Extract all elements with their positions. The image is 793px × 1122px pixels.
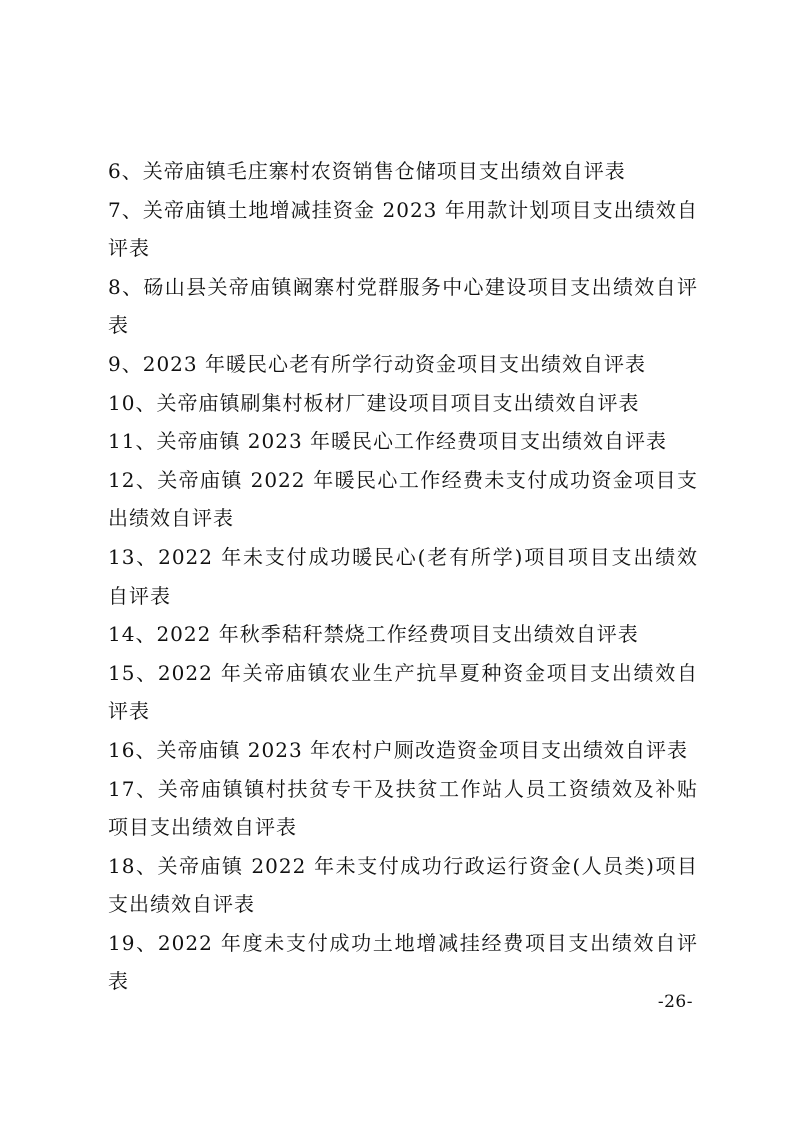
list-item: 13、2022 年未支付成功暖民心(老有所学)项目项目支出绩效自评表 [108,544,698,608]
page-number: -26- [657,992,693,1012]
list-item: 15、2022 年关帝庙镇农业生产抗旱夏种资金项目支出绩效自评表 [108,660,698,724]
list-item: 11、关帝庙镇 2023 年暖民心工作经费项目支出绩效自评表 [108,429,668,454]
list-item: 14、2022 年秋季秸秆禁烧工作经费项目支出绩效自评表 [108,622,639,647]
list-item: 19、2022 年度未支付成功土地增减挂经费项目支出绩效自评表 [108,930,698,994]
list-item: 18、关帝庙镇 2022 年未支付成功行政运行资金(人员类)项目支出绩效自评表 [108,853,698,917]
list-item: 16、关帝庙镇 2023 年农村户厕改造资金项目支出绩效自评表 [108,737,689,762]
list-item: 12、关帝庙镇 2022 年暖民心工作经费未支付成功资金项目支出绩效自评表 [108,467,698,531]
document-item-list [108,152,698,1001]
list-item: 8、砀山县关帝庙镇阚寨村党群服务中心建设项目支出绩效自评表 [108,274,698,338]
list-item: 17、关帝庙镇镇村扶贫专干及扶贫工作站人员工资绩效及补贴项目支出绩效自评表 [108,776,698,840]
list-item: 9、2023 年暖民心老有所学行动资金项目支出绩效自评表 [108,351,646,376]
list-item: 7、关帝庙镇土地增减挂资金 2023 年用款计划项目支出绩效自评表 [108,197,698,261]
list-item: 10、关帝庙镇刷集村板材厂建设项目项目支出绩效自评表 [108,390,640,415]
list-item: 6、关帝庙镇毛庄寨村农资销售仓储项目支出绩效自评表 [108,159,626,183]
